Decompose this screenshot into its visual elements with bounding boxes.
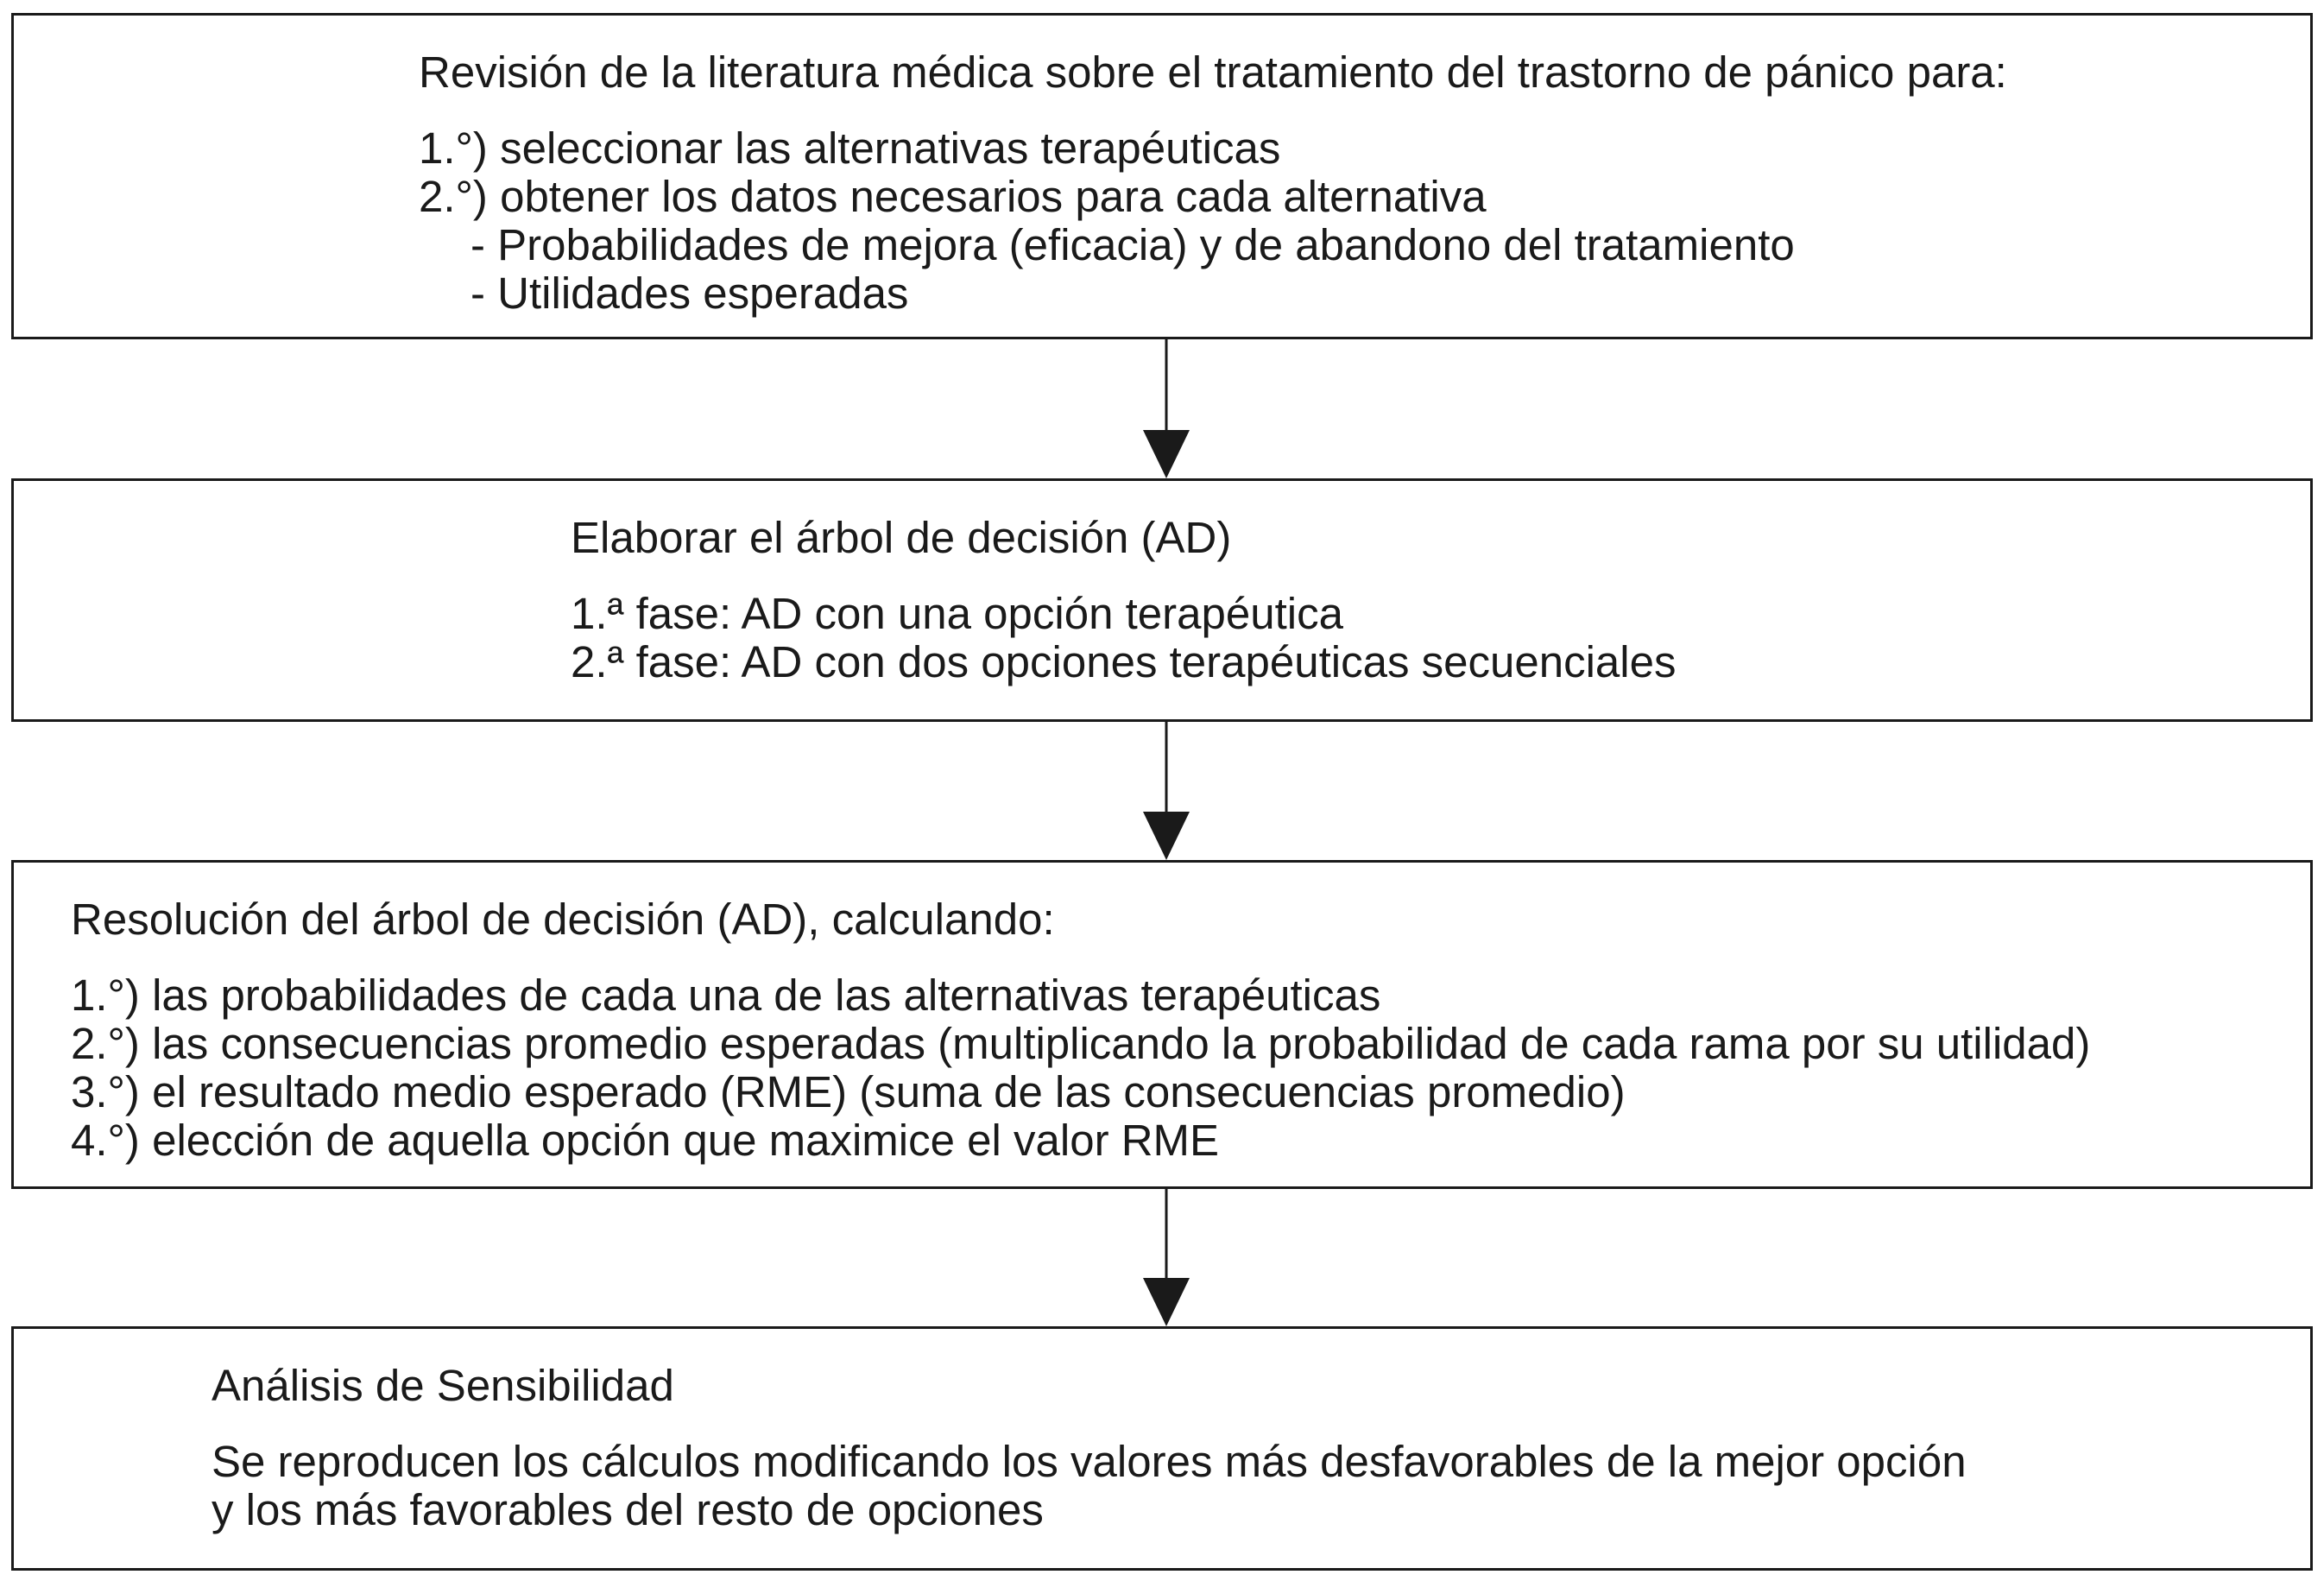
flow-arrow-3 <box>1140 1189 1192 1326</box>
step-subitem: - Utilidades esperadas <box>470 269 909 318</box>
step-box-sensitivity-analysis <box>11 1326 2313 1571</box>
step-box-literature-review <box>11 13 2313 339</box>
step-box-build-decision-tree <box>11 478 2313 722</box>
step-item: 1.ª fase: AD con una opción terapéutica <box>571 589 1343 638</box>
step-item: y los más favorables del resto de opciones <box>212 1485 1044 1534</box>
flow-arrow-2 <box>1140 722 1192 860</box>
step-title: Elaborar el árbol de decisión (AD) <box>571 513 1232 562</box>
step-item: 1.°) seleccionar las alternativas terapéuticas <box>419 123 1281 173</box>
step-item: 2.°) obtener los datos necesarios para cada alternativa <box>419 172 1487 221</box>
step-item: 4.°) elección de aquella opción que maximice el valor RME <box>71 1116 1220 1165</box>
step-title: Análisis de Sensibilidad <box>212 1361 674 1410</box>
step-item: 2.°) las consecuencias promedio esperadas (multiplicando la probabilidad de cada rama por su utilidad) <box>71 1019 2091 1068</box>
step-item: 3.°) el resultado medio esperado (RME) (suma de las consecuencias promedio) <box>71 1067 1626 1116</box>
step-title: Resolución del árbol de decisión (AD), calculando: <box>71 895 1055 944</box>
flow-arrow-1 <box>1140 339 1192 478</box>
step-item: 2.ª fase: AD con dos opciones terapéuticas secuenciales <box>571 637 1677 686</box>
step-subitem: - Probabilidades de mejora (eficacia) y de abandono del tratamiento <box>470 220 1795 269</box>
step-item: 1.°) las probabilidades de cada una de las alternativas terapéuticas <box>71 971 1381 1020</box>
step-title: Revisión de la literatura médica sobre el tratamiento del trastorno de pánico para: <box>419 47 2007 97</box>
step-box-resolve-decision-tree <box>11 860 2313 1189</box>
step-item: Se reproducen los cálculos modificando los valores más desfavorables de la mejor opción <box>212 1437 1967 1486</box>
